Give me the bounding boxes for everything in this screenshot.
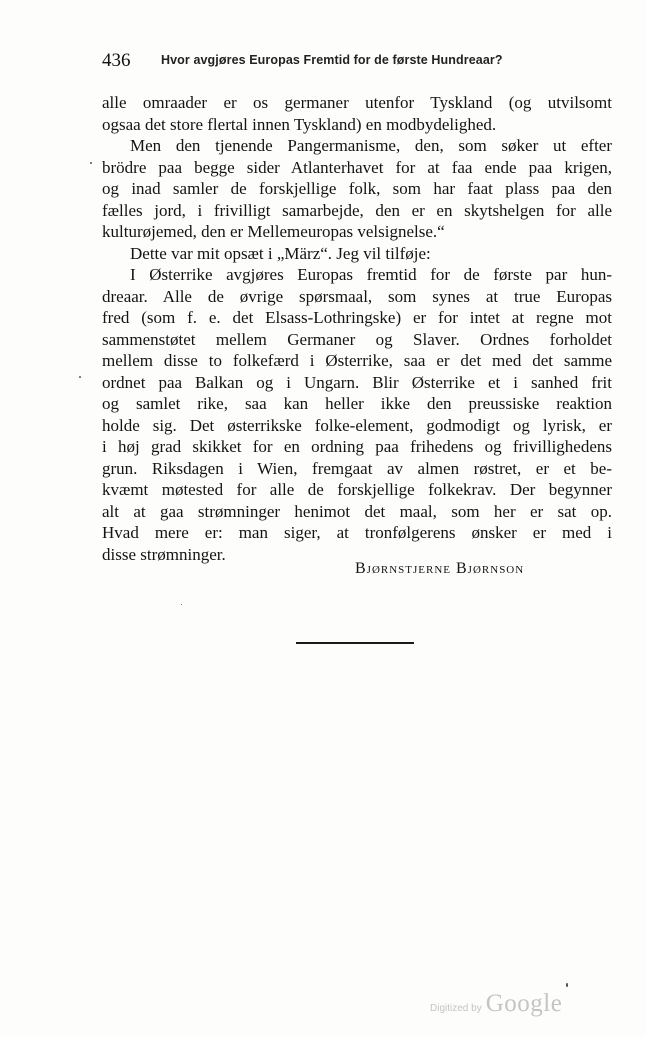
- digitized-watermark: [430, 990, 562, 1018]
- text-line: brödre paa begge sider Atlanterhavet for at faa ende paa krigen,: [102, 157, 612, 177]
- text-line: alt at gaa strømninger henimot det maal, som her er sat op.: [102, 501, 612, 521]
- scan-speck: [566, 983, 568, 987]
- text-line: disse strømninger.: [102, 544, 226, 564]
- author-signature: Bjørnstjerne Bjørnson: [355, 560, 525, 577]
- text-line: Men den tjenende Pangermanisme, den, som søker ut efter: [130, 136, 612, 155]
- page-header: [102, 50, 612, 72]
- body-text: [102, 92, 612, 565]
- running-title: Hvor avgjøres Europas Fremtid for de første Hundreaar?: [161, 53, 503, 67]
- text-line: I Østerrike avgjøres Europas fremtid for de første par hun-: [130, 265, 612, 284]
- text-line: ordnet paa Balkan og i Ungarn. Blir Østerrike et i sanhed frit: [102, 372, 612, 392]
- text-line: i høj grad skikket for en ordning paa frihedens og frivillighedens: [102, 437, 612, 456]
- text-line: mellem disse to folkefærd i Østerrike, saa er det med det samme: [102, 351, 612, 370]
- scan-speck: [181, 604, 182, 605]
- section-rule: [296, 642, 414, 644]
- text-line: kvæmt møtested for alle de forskjellige folkekrav. Der begynner: [102, 480, 612, 499]
- text-line: fælles jord, i frivilligt samarbejde, den er en skytshelgen for alle: [102, 200, 612, 220]
- text-line: Dette var mit opsæt i „März“. Jeg vil tilføje:: [130, 243, 431, 263]
- text-line: kulturøjemed, den er Mellemeuropas velsignelse.“: [102, 222, 445, 241]
- watermark-prefix: Digitized by: [430, 1003, 482, 1014]
- text-line: og samlet rike, saa kan heller ikke den preussiske reaktion: [102, 394, 612, 413]
- text-line: holde sig. Det østerrikske folke-element, godmodigt og lyrisk, er: [102, 415, 612, 435]
- text-line: og inad samler de forskjellige folk, som har faat plass paa den: [102, 179, 612, 198]
- text-line: fred (som f. e. det Elsass-Lothringske) er for intet at regne mot: [102, 308, 612, 327]
- text-line: dreaar. Alle de øvrige spørsmaal, som synes at true Europas: [102, 286, 612, 306]
- text-line: alle omraader er os germaner utenfor Tyskland (og utvilsomt: [102, 93, 612, 112]
- watermark-brand: Google: [485, 990, 563, 1017]
- page-number: 436: [102, 50, 131, 71]
- text-line: Hvad mere er: man siger, at tronfølgerens ønsker er med i: [102, 523, 612, 542]
- text-line: sammenstøtet mellem Germaner og Slaver. Ordnes forholdet: [102, 329, 612, 349]
- text-line: ogsaa det store flertal innen Tyskland) en modbydelighed.: [102, 114, 497, 134]
- text-line: grun. Riksdagen i Wien, fremgaat av almen røstret, er et be-: [102, 458, 612, 478]
- scan-speck: [79, 376, 81, 378]
- scan-speck: [90, 162, 92, 164]
